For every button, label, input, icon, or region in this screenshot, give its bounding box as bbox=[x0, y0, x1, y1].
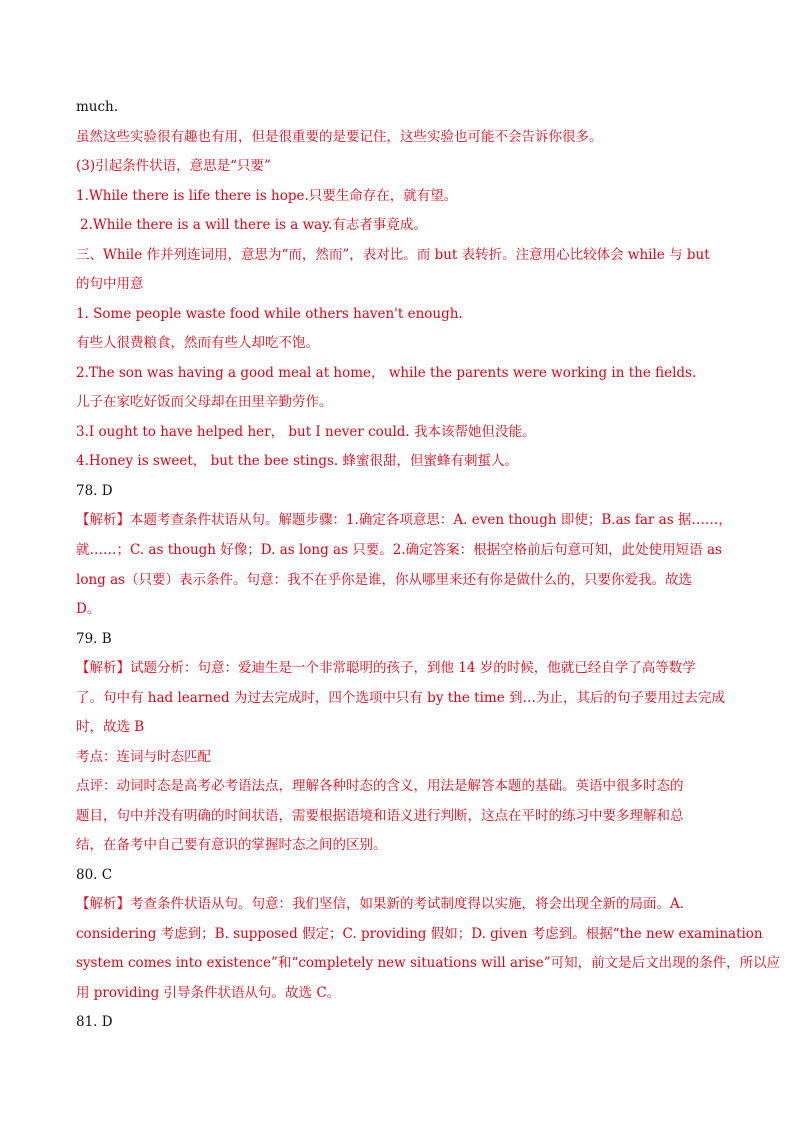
explanation-line: 【解析】本题考查条件状语从句。解题步骤：1.确定各项意思：A. even though 即使；B.as far as 据……， bbox=[76, 512, 732, 528]
explanation-line: D。 bbox=[76, 601, 101, 617]
answer-number: 78. D bbox=[76, 483, 113, 499]
explanation-line: 就……；C. as though 好像；D. as long as 只要。2.确定答案：根据空格前后句意可知，此处使用短语 as bbox=[76, 542, 722, 558]
example-sentence: 3.I ought to have helped her， but I never could. 我本该帮她但没能。 bbox=[76, 424, 536, 440]
explanation-line: 考点：连词与时态匹配 bbox=[76, 749, 211, 765]
answer-number: 79. B bbox=[76, 631, 112, 647]
example-sentence: 1. Some people waste food while others haven't enough. bbox=[76, 306, 463, 322]
explanation-line: 了。句中有 had learned 为过去完成时，四个选项中只有 by the time 到…为止，其后的句子要用过去完成 bbox=[76, 690, 725, 706]
answer-number: 80. C bbox=[76, 867, 113, 883]
explanation-line: considering 考虑到；B. supposed 假定；C. providing 假如；D. given 考虑到。根据“the new examination bbox=[76, 926, 763, 942]
explanation-line: 【解析】试题分析：句意：爱迪生是一个非常聪明的孩子，到他 14 岁的时候，他就已经自学了高等数学 bbox=[76, 660, 696, 676]
explanation-line: long as（只要）表示条件。句意：我不在乎你是谁，你从哪里来还有你是做什么的，只要你爱我。故选 bbox=[76, 572, 693, 588]
answer-number: 81. D bbox=[76, 1014, 113, 1030]
example-sentence: 2.While there is a will there is a way.有志者事竟成。 bbox=[80, 217, 427, 233]
explanation-line: system comes into existence”和“completely new situations will arise”可知，前文是后文出现的条件，所以应 bbox=[76, 955, 781, 971]
explanation-line: 点评：动词时态是高考必考语法点，理解各种时态的含义，用法是解答本题的基础。英语中很多时态的 bbox=[76, 778, 684, 794]
text-line: much. bbox=[76, 99, 119, 115]
explanation-line: 题目，句中并没有明确的时间状语，需要根据语境和语义进行判断，这点在平时的练习中要多理解和总 bbox=[76, 808, 684, 824]
example-sentence: 1.While there is life there is hope.只要生命存在，就有望。 bbox=[76, 188, 458, 204]
section-heading: (3)引起条件状语，意思是“只要” bbox=[76, 158, 271, 174]
section-heading: 三、While 作并列连词用，意思为“而，然而”，表对比。而 but 表转折。注意用心比较体会 while 与 but bbox=[76, 247, 710, 263]
translation-line: 有些人很费粮食，然而有些人却吃不饱。 bbox=[76, 335, 319, 351]
text-line: 虽然这些实验很有趣也有用，但是很重要的是要记住，这些实验也可能不会告诉你很多。 bbox=[76, 129, 603, 145]
explanation-line: 【解析】考查条件状语从句。句意：我们坚信，如果新的考试制度得以实施，将会出现全新的局面。A. bbox=[76, 896, 685, 912]
text-line: 的句中用意 bbox=[76, 276, 144, 292]
example-sentence: 2.The son was having a good meal at home， while the parents were working in the fields. bbox=[76, 365, 697, 381]
explanation-line: 结，在备考中自己要有意识的掌握时态之间的区别。 bbox=[76, 837, 387, 853]
translation-line: 儿子在家吃好饭而父母却在田里辛勤劳作。 bbox=[76, 394, 333, 410]
example-sentence: 4.Honey is sweet， but the bee stings. 蜂蜜很甜，但蜜蜂有刺蜇人。 bbox=[76, 453, 518, 469]
explanation-line: 用 providing 引导条件状语从句。故选 C。 bbox=[76, 985, 341, 1001]
explanation-line: 时，故选 B bbox=[76, 719, 145, 735]
